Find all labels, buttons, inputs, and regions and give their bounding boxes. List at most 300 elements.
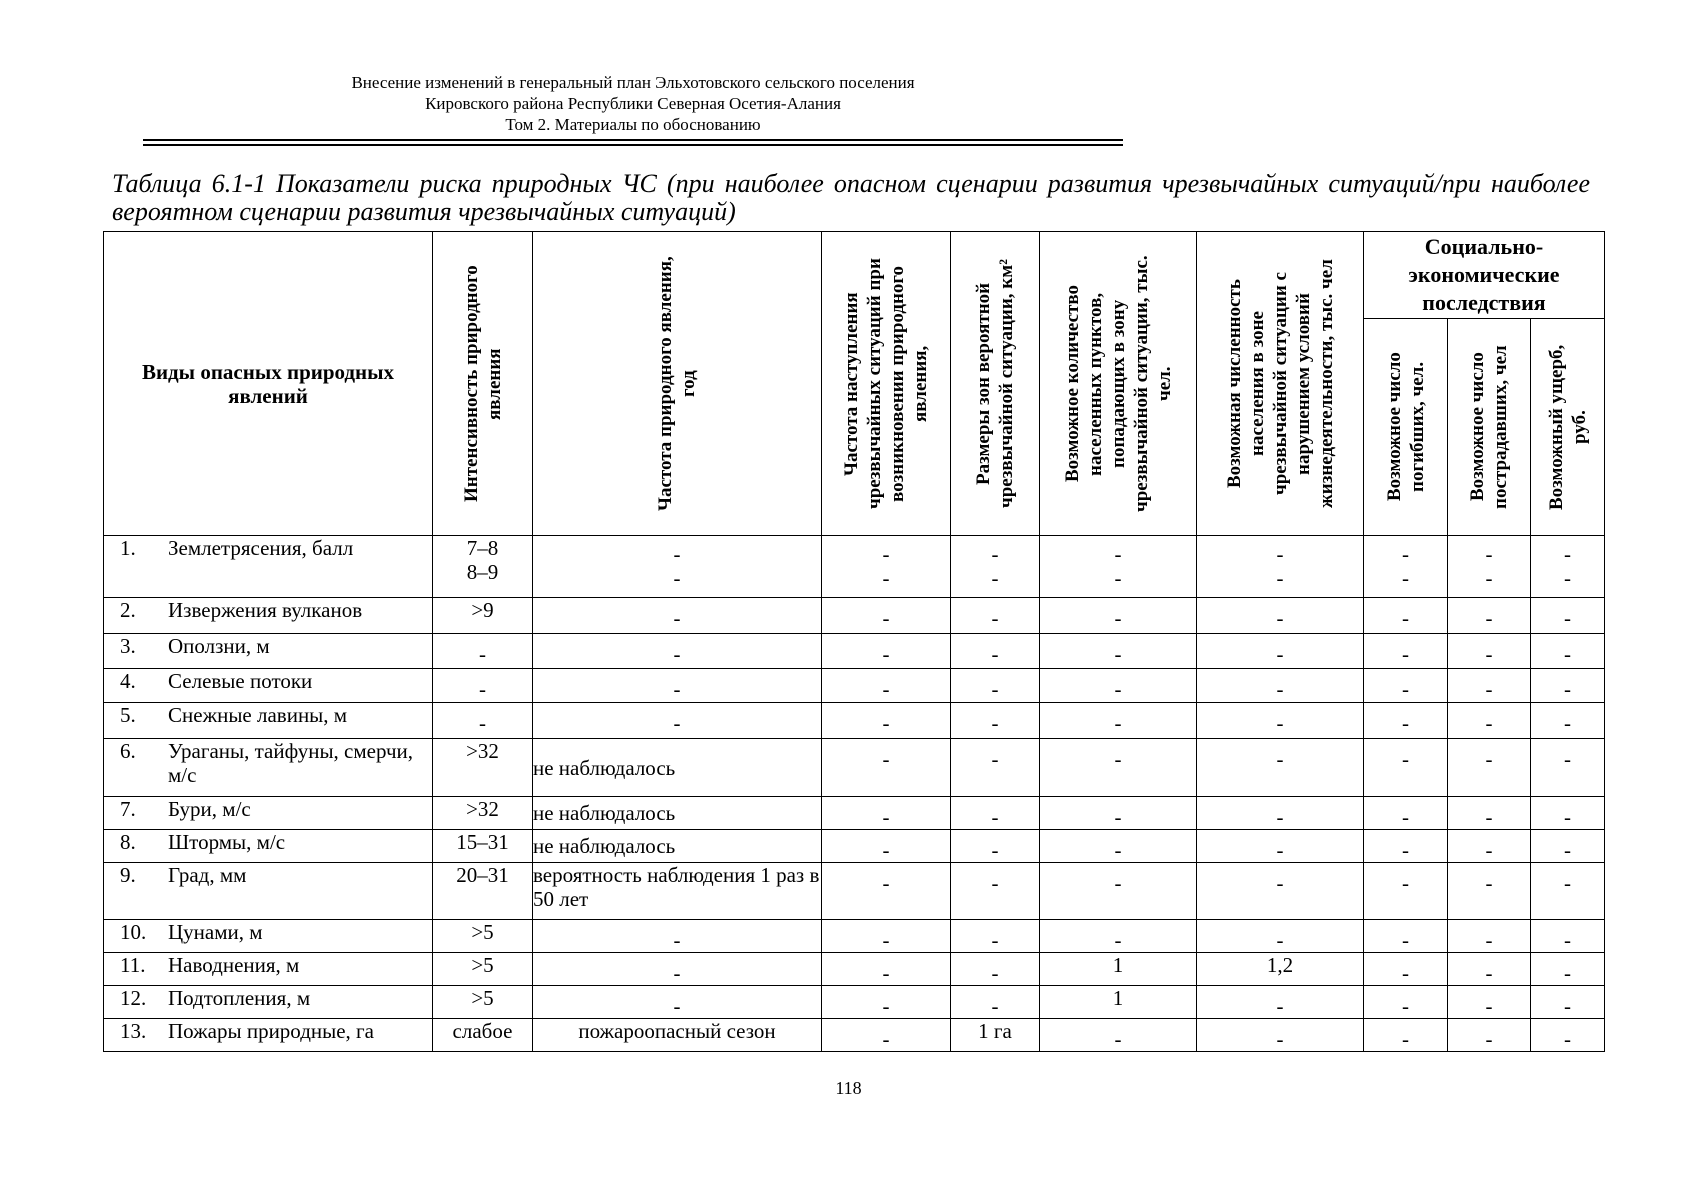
cell-value: - xyxy=(991,994,999,1018)
cell-value: - xyxy=(882,747,890,771)
cell-value: - xyxy=(1402,677,1409,701)
cell-deaths xyxy=(1364,739,1448,797)
cell-value: - xyxy=(1402,542,1409,566)
cell-value: - xyxy=(1564,711,1571,735)
cell-value: - xyxy=(882,1027,890,1051)
cell-emergency-frequency xyxy=(822,953,951,986)
cell-zone-size xyxy=(951,669,1040,703)
cell-emergency-frequency xyxy=(822,669,951,703)
col-header-frequency: Частота природного явления, год xyxy=(533,232,822,536)
cell-value: - xyxy=(673,928,681,952)
hazard-label: Оползни, м xyxy=(168,634,270,658)
cell-value: - xyxy=(1114,928,1122,952)
cell-emergency-frequency xyxy=(822,1019,951,1052)
cell-settlements xyxy=(1040,1019,1197,1052)
cell-value: - xyxy=(991,606,999,630)
cell-value: - xyxy=(1564,566,1571,590)
cell-value: 7–8 xyxy=(466,536,499,560)
cell-value: 1 xyxy=(1112,986,1124,1010)
cell-population xyxy=(1197,703,1364,739)
cell-frequency xyxy=(533,634,822,669)
cell-value: - xyxy=(1276,871,1284,895)
cell-frequency xyxy=(533,1019,822,1052)
table-row xyxy=(104,797,1605,830)
cell-value: - xyxy=(1564,1027,1571,1051)
cell-value: - xyxy=(1276,711,1284,735)
cell-value: - xyxy=(1485,677,1493,701)
cell-zone-size xyxy=(951,863,1040,920)
cell-injured xyxy=(1448,986,1531,1019)
col-header-zone-size: Размеры зон вероятной чрезвычайной ситуации, км² xyxy=(951,232,1040,536)
cell-value: - xyxy=(991,961,999,985)
cell-value: - xyxy=(1276,677,1284,701)
cell-frequency xyxy=(533,863,822,920)
cell-value: - xyxy=(991,871,999,895)
row-number: 11. xyxy=(120,953,146,977)
cell-value: - xyxy=(479,711,486,735)
hazard-label: Снежные лавины, м xyxy=(168,703,348,727)
cell-value: - xyxy=(991,928,999,952)
cell-value: - xyxy=(479,642,486,666)
cell-emergency-frequency xyxy=(822,703,951,739)
cell-hazard xyxy=(104,703,433,739)
row-number: 1. xyxy=(120,536,136,560)
cell-value: - xyxy=(1564,871,1571,895)
table-row xyxy=(104,986,1605,1019)
table-row xyxy=(104,953,1605,986)
cell-zone-size xyxy=(951,634,1040,669)
cell-frequency xyxy=(533,986,822,1019)
cell-value: - xyxy=(1402,994,1409,1018)
hazard-label: Бури, м/с xyxy=(168,797,251,821)
cell-frequency xyxy=(533,830,822,863)
cell-intensity xyxy=(433,703,533,739)
hazard-label: Подтопления, м xyxy=(168,986,311,1010)
cell-emergency-frequency xyxy=(822,797,951,830)
cell-value: - xyxy=(1564,677,1571,701)
cell-value: - xyxy=(1276,805,1284,829)
cell-value: - xyxy=(673,642,681,666)
cell-frequency xyxy=(533,797,822,830)
cell-value: - xyxy=(882,805,890,829)
cell-value: - xyxy=(1402,711,1409,735)
table-caption: Таблица 6.1-1 Показатели риска природных ЧС (при наиболее опасном сценарии развития чрезвычайных ситуаций/при наиболее вероятном сценарии развития чрезвычайных ситуаций) xyxy=(112,169,1590,226)
cell-value: - xyxy=(1485,747,1493,771)
hazard-label: Селевые потоки xyxy=(168,669,313,693)
cell-frequency xyxy=(533,703,822,739)
cell-value: - xyxy=(1276,994,1284,1018)
cell-value: - xyxy=(1276,642,1284,666)
cell-population xyxy=(1197,953,1364,986)
cell-deaths xyxy=(1364,634,1448,669)
cell-value: - xyxy=(882,711,890,735)
hazard-label: Ураганы, тайфуны, смерчи, м/с xyxy=(168,739,414,787)
cell-zone-size xyxy=(951,739,1040,797)
cell-intensity xyxy=(433,634,533,669)
row-number: 13. xyxy=(120,1019,147,1043)
page-number: 118 xyxy=(835,1078,862,1098)
cell-value: 20–31 xyxy=(456,863,509,887)
cell-injured xyxy=(1448,797,1531,830)
cell-hazard xyxy=(104,634,433,669)
cell-hazard xyxy=(104,953,433,986)
cell-value: - xyxy=(1564,994,1571,1018)
cell-hazard xyxy=(104,920,433,953)
cell-value: - xyxy=(1114,871,1122,895)
header-line-1: Внесение изменений в генеральный план Эльхотовского сельского поселения xyxy=(351,73,915,92)
cell-value: - xyxy=(1564,928,1571,952)
cell-value: вероятность наблюдения 1 раз в 50 лет xyxy=(533,863,820,911)
cell-value: - xyxy=(1485,642,1493,666)
cell-value: - xyxy=(1485,961,1493,985)
cell-value: - xyxy=(1485,542,1493,566)
cell-value: - xyxy=(1402,928,1409,952)
cell-injured xyxy=(1448,863,1531,920)
cell-value: - xyxy=(1114,642,1122,666)
cell-population xyxy=(1197,669,1364,703)
row-number: 7. xyxy=(120,797,136,821)
table-row xyxy=(104,739,1605,797)
cell-value: - xyxy=(991,542,999,566)
cell-frequency xyxy=(533,920,822,953)
cell-emergency-frequency xyxy=(822,830,951,863)
cell-settlements xyxy=(1040,953,1197,986)
cell-damage xyxy=(1531,920,1605,953)
hazard-label: Землетрясения, балл xyxy=(168,536,354,560)
cell-injured xyxy=(1448,669,1531,703)
cell-value: - xyxy=(1114,747,1122,771)
cell-zone-size xyxy=(951,703,1040,739)
cell-value: - xyxy=(991,566,999,590)
cell-value: не наблюдалось xyxy=(533,755,676,780)
cell-injured xyxy=(1448,739,1531,797)
cell-intensity xyxy=(433,598,533,634)
cell-emergency-frequency xyxy=(822,920,951,953)
cell-intensity xyxy=(433,739,533,797)
cell-hazard xyxy=(104,536,433,598)
cell-value: >5 xyxy=(471,920,494,944)
cell-value: - xyxy=(882,642,890,666)
hazard-label: Цунами, м xyxy=(168,920,263,944)
cell-frequency xyxy=(533,739,822,797)
cell-value: >9 xyxy=(471,598,494,622)
cell-value: - xyxy=(991,642,999,666)
row-number: 12. xyxy=(120,986,147,1010)
cell-intensity xyxy=(433,863,533,920)
cell-zone-size xyxy=(951,920,1040,953)
cell-value: - xyxy=(673,961,681,985)
row-number: 9. xyxy=(120,863,136,887)
cell-population xyxy=(1197,920,1364,953)
cell-value: - xyxy=(1114,606,1122,630)
cell-population xyxy=(1197,634,1364,669)
cell-damage xyxy=(1531,739,1605,797)
cell-value: пожароопасный сезон xyxy=(578,1019,776,1043)
cell-value: - xyxy=(1485,1027,1493,1051)
cell-value: - xyxy=(673,606,681,630)
cell-value: >5 xyxy=(471,953,494,977)
cell-damage xyxy=(1531,634,1605,669)
cell-emergency-frequency xyxy=(822,863,951,920)
cell-value: - xyxy=(1402,871,1409,895)
cell-value: - xyxy=(1564,961,1571,985)
cell-value: - xyxy=(1402,1027,1409,1051)
cell-damage xyxy=(1531,598,1605,634)
table-row xyxy=(104,536,1605,598)
cell-value: - xyxy=(882,928,890,952)
risk-table xyxy=(103,231,1605,1052)
col-header-damage: Возможный ущерб, руб. xyxy=(1531,319,1605,536)
cell-injured xyxy=(1448,1019,1531,1052)
cell-value: 15–31 xyxy=(456,830,509,854)
header-line-3: Том 2. Материалы по обоснованию xyxy=(505,115,761,134)
cell-injured xyxy=(1448,953,1531,986)
cell-value: - xyxy=(882,994,890,1018)
cell-value: >32 xyxy=(466,797,499,821)
cell-deaths xyxy=(1364,830,1448,863)
cell-deaths xyxy=(1364,1019,1448,1052)
cell-zone-size xyxy=(951,536,1040,598)
cell-population xyxy=(1197,830,1364,863)
cell-value: - xyxy=(1276,566,1284,590)
cell-injured xyxy=(1448,536,1531,598)
cell-hazard xyxy=(104,1019,433,1052)
cell-value: - xyxy=(882,677,890,701)
cell-hazard xyxy=(104,863,433,920)
cell-frequency xyxy=(533,669,822,703)
cell-emergency-frequency xyxy=(822,739,951,797)
cell-emergency-frequency xyxy=(822,598,951,634)
cell-value: слабое xyxy=(452,1019,513,1043)
cell-population xyxy=(1197,739,1364,797)
col-header-settlements: Возможное количество населенных пунктов, попадающих в зону чрезвычайной ситуации, тыс. чел. xyxy=(1040,232,1197,536)
cell-value: - xyxy=(1402,566,1409,590)
cell-value: - xyxy=(1564,606,1571,630)
cell-value: - xyxy=(882,566,890,590)
cell-hazard xyxy=(104,598,433,634)
cell-deaths xyxy=(1364,920,1448,953)
cell-emergency-frequency xyxy=(822,634,951,669)
cell-value: - xyxy=(1114,711,1122,735)
row-number: 3. xyxy=(120,634,136,658)
col-header-injured: Возможное число пострадавших, чел xyxy=(1448,319,1531,536)
cell-frequency xyxy=(533,536,822,598)
cell-emergency-frequency xyxy=(822,536,951,598)
cell-value: - xyxy=(1564,747,1571,771)
col-header-intensity: Интенсивность природного явления xyxy=(433,232,533,536)
cell-value: - xyxy=(1276,928,1284,952)
cell-value: - xyxy=(1402,606,1409,630)
cell-value: - xyxy=(673,677,681,701)
cell-value: - xyxy=(1402,642,1409,666)
col-header-socio-economic: Социально-экономические последствия xyxy=(1364,232,1605,319)
cell-deaths xyxy=(1364,669,1448,703)
cell-damage xyxy=(1531,953,1605,986)
cell-value: - xyxy=(1114,805,1122,829)
cell-population xyxy=(1197,536,1364,598)
cell-damage xyxy=(1531,986,1605,1019)
cell-value: - xyxy=(1276,838,1284,862)
cell-value: не наблюдалось xyxy=(533,801,676,825)
table-row xyxy=(104,669,1605,703)
cell-deaths xyxy=(1364,863,1448,920)
cell-value: - xyxy=(673,566,681,590)
cell-value: - xyxy=(991,747,999,771)
cell-intensity xyxy=(433,669,533,703)
table-row xyxy=(104,634,1605,669)
cell-hazard xyxy=(104,986,433,1019)
cell-emergency-frequency xyxy=(822,986,951,1019)
cell-value: >5 xyxy=(471,986,494,1010)
cell-value: - xyxy=(479,677,486,701)
cell-damage xyxy=(1531,863,1605,920)
cell-population xyxy=(1197,1019,1364,1052)
cell-frequency xyxy=(533,953,822,986)
cell-value: - xyxy=(1564,642,1571,666)
cell-settlements xyxy=(1040,920,1197,953)
cell-value: - xyxy=(1485,838,1493,862)
cell-deaths xyxy=(1364,953,1448,986)
cell-deaths xyxy=(1364,986,1448,1019)
hazard-label: Град, мм xyxy=(168,863,247,887)
cell-value: - xyxy=(1485,566,1493,590)
cell-value: - xyxy=(1402,961,1409,985)
cell-zone-size xyxy=(951,986,1040,1019)
cell-value: - xyxy=(673,711,681,735)
col-header-hazard: Виды опасных природных явлений xyxy=(104,232,433,536)
cell-value: - xyxy=(1564,805,1571,829)
hazard-label: Пожары природные, га xyxy=(168,1019,374,1043)
cell-hazard xyxy=(104,669,433,703)
table-row xyxy=(104,863,1605,920)
cell-deaths xyxy=(1364,598,1448,634)
cell-zone-size xyxy=(951,953,1040,986)
cell-value: - xyxy=(1485,994,1493,1018)
cell-value: - xyxy=(991,838,999,862)
cell-value: - xyxy=(673,994,681,1018)
table-row xyxy=(104,1019,1605,1052)
row-number: 2. xyxy=(120,598,136,622)
cell-value: - xyxy=(1485,606,1493,630)
row-number: 6. xyxy=(120,739,136,763)
cell-value: - xyxy=(1485,871,1493,895)
cell-value: - xyxy=(1402,805,1409,829)
cell-population xyxy=(1197,598,1364,634)
cell-intensity xyxy=(433,830,533,863)
cell-deaths xyxy=(1364,703,1448,739)
cell-value: не наблюдалось xyxy=(533,834,676,858)
cell-value: - xyxy=(1276,606,1284,630)
row-number: 8. xyxy=(120,830,136,854)
cell-intensity xyxy=(433,920,533,953)
header-rule-bottom xyxy=(143,144,1123,146)
cell-damage xyxy=(1531,703,1605,739)
cell-value: - xyxy=(991,677,999,701)
table-row xyxy=(104,598,1605,634)
hazard-label: Извержения вулканов xyxy=(168,598,363,622)
cell-settlements xyxy=(1040,797,1197,830)
cell-zone-size xyxy=(951,797,1040,830)
cell-value: - xyxy=(1276,747,1284,771)
row-number: 5. xyxy=(120,703,136,727)
cell-value: - xyxy=(1114,1027,1122,1051)
cell-hazard xyxy=(104,830,433,863)
cell-population xyxy=(1197,986,1364,1019)
cell-settlements xyxy=(1040,703,1197,739)
cell-value: - xyxy=(991,711,999,735)
cell-damage xyxy=(1531,669,1605,703)
table-row xyxy=(104,703,1605,739)
cell-population xyxy=(1197,797,1364,830)
cell-settlements xyxy=(1040,986,1197,1019)
cell-zone-size xyxy=(951,830,1040,863)
col-header-deaths: Возможное число погибших, чел. xyxy=(1364,319,1448,536)
cell-value: - xyxy=(1564,542,1571,566)
cell-settlements xyxy=(1040,863,1197,920)
cell-population xyxy=(1197,863,1364,920)
cell-intensity xyxy=(433,797,533,830)
cell-settlements xyxy=(1040,830,1197,863)
row-number: 4. xyxy=(120,669,136,693)
cell-value: - xyxy=(1485,928,1493,952)
cell-value: - xyxy=(1564,838,1571,862)
table-body xyxy=(104,536,1605,1052)
cell-damage xyxy=(1531,536,1605,598)
cell-settlements xyxy=(1040,739,1197,797)
cell-value: 8–9 xyxy=(466,560,499,584)
cell-value: - xyxy=(1114,542,1122,566)
cell-injured xyxy=(1448,920,1531,953)
cell-value: 1 га xyxy=(978,1019,1012,1043)
row-number: 10. xyxy=(120,920,147,944)
cell-value: - xyxy=(1402,838,1409,862)
cell-value: - xyxy=(673,542,681,566)
hazard-label: Штормы, м/с xyxy=(168,830,286,854)
table-row xyxy=(104,920,1605,953)
cell-deaths xyxy=(1364,797,1448,830)
cell-injured xyxy=(1448,634,1531,669)
cell-value: - xyxy=(1114,677,1122,701)
cell-intensity xyxy=(433,953,533,986)
hazard-label: Наводнения, м xyxy=(168,953,300,977)
cell-damage xyxy=(1531,1019,1605,1052)
cell-value: - xyxy=(1276,542,1284,566)
cell-value: - xyxy=(1114,566,1122,590)
cell-injured xyxy=(1448,598,1531,634)
cell-value: - xyxy=(1402,747,1409,771)
cell-value: >32 xyxy=(466,739,499,763)
cell-settlements xyxy=(1040,669,1197,703)
cell-damage xyxy=(1531,830,1605,863)
cell-value: - xyxy=(882,542,890,566)
cell-value: - xyxy=(882,606,890,630)
document-header xyxy=(143,72,1123,135)
cell-injured xyxy=(1448,703,1531,739)
cell-value: - xyxy=(1485,711,1493,735)
cell-settlements xyxy=(1040,598,1197,634)
cell-zone-size xyxy=(951,1019,1040,1052)
header-line-2: Кировского района Республики Северная Осетия-Алания xyxy=(425,94,841,113)
cell-value: - xyxy=(882,838,890,862)
table-row xyxy=(104,830,1605,863)
cell-hazard xyxy=(104,797,433,830)
cell-value: 1 xyxy=(1112,953,1124,977)
cell-value: - xyxy=(991,805,999,829)
col-header-population: Возможная численность населения в зоне чрезвычайной ситуации с нарушением условий жизнедеятельности, тыс. чел xyxy=(1197,232,1364,536)
cell-frequency xyxy=(533,598,822,634)
cell-deaths xyxy=(1364,536,1448,598)
cell-intensity xyxy=(433,986,533,1019)
